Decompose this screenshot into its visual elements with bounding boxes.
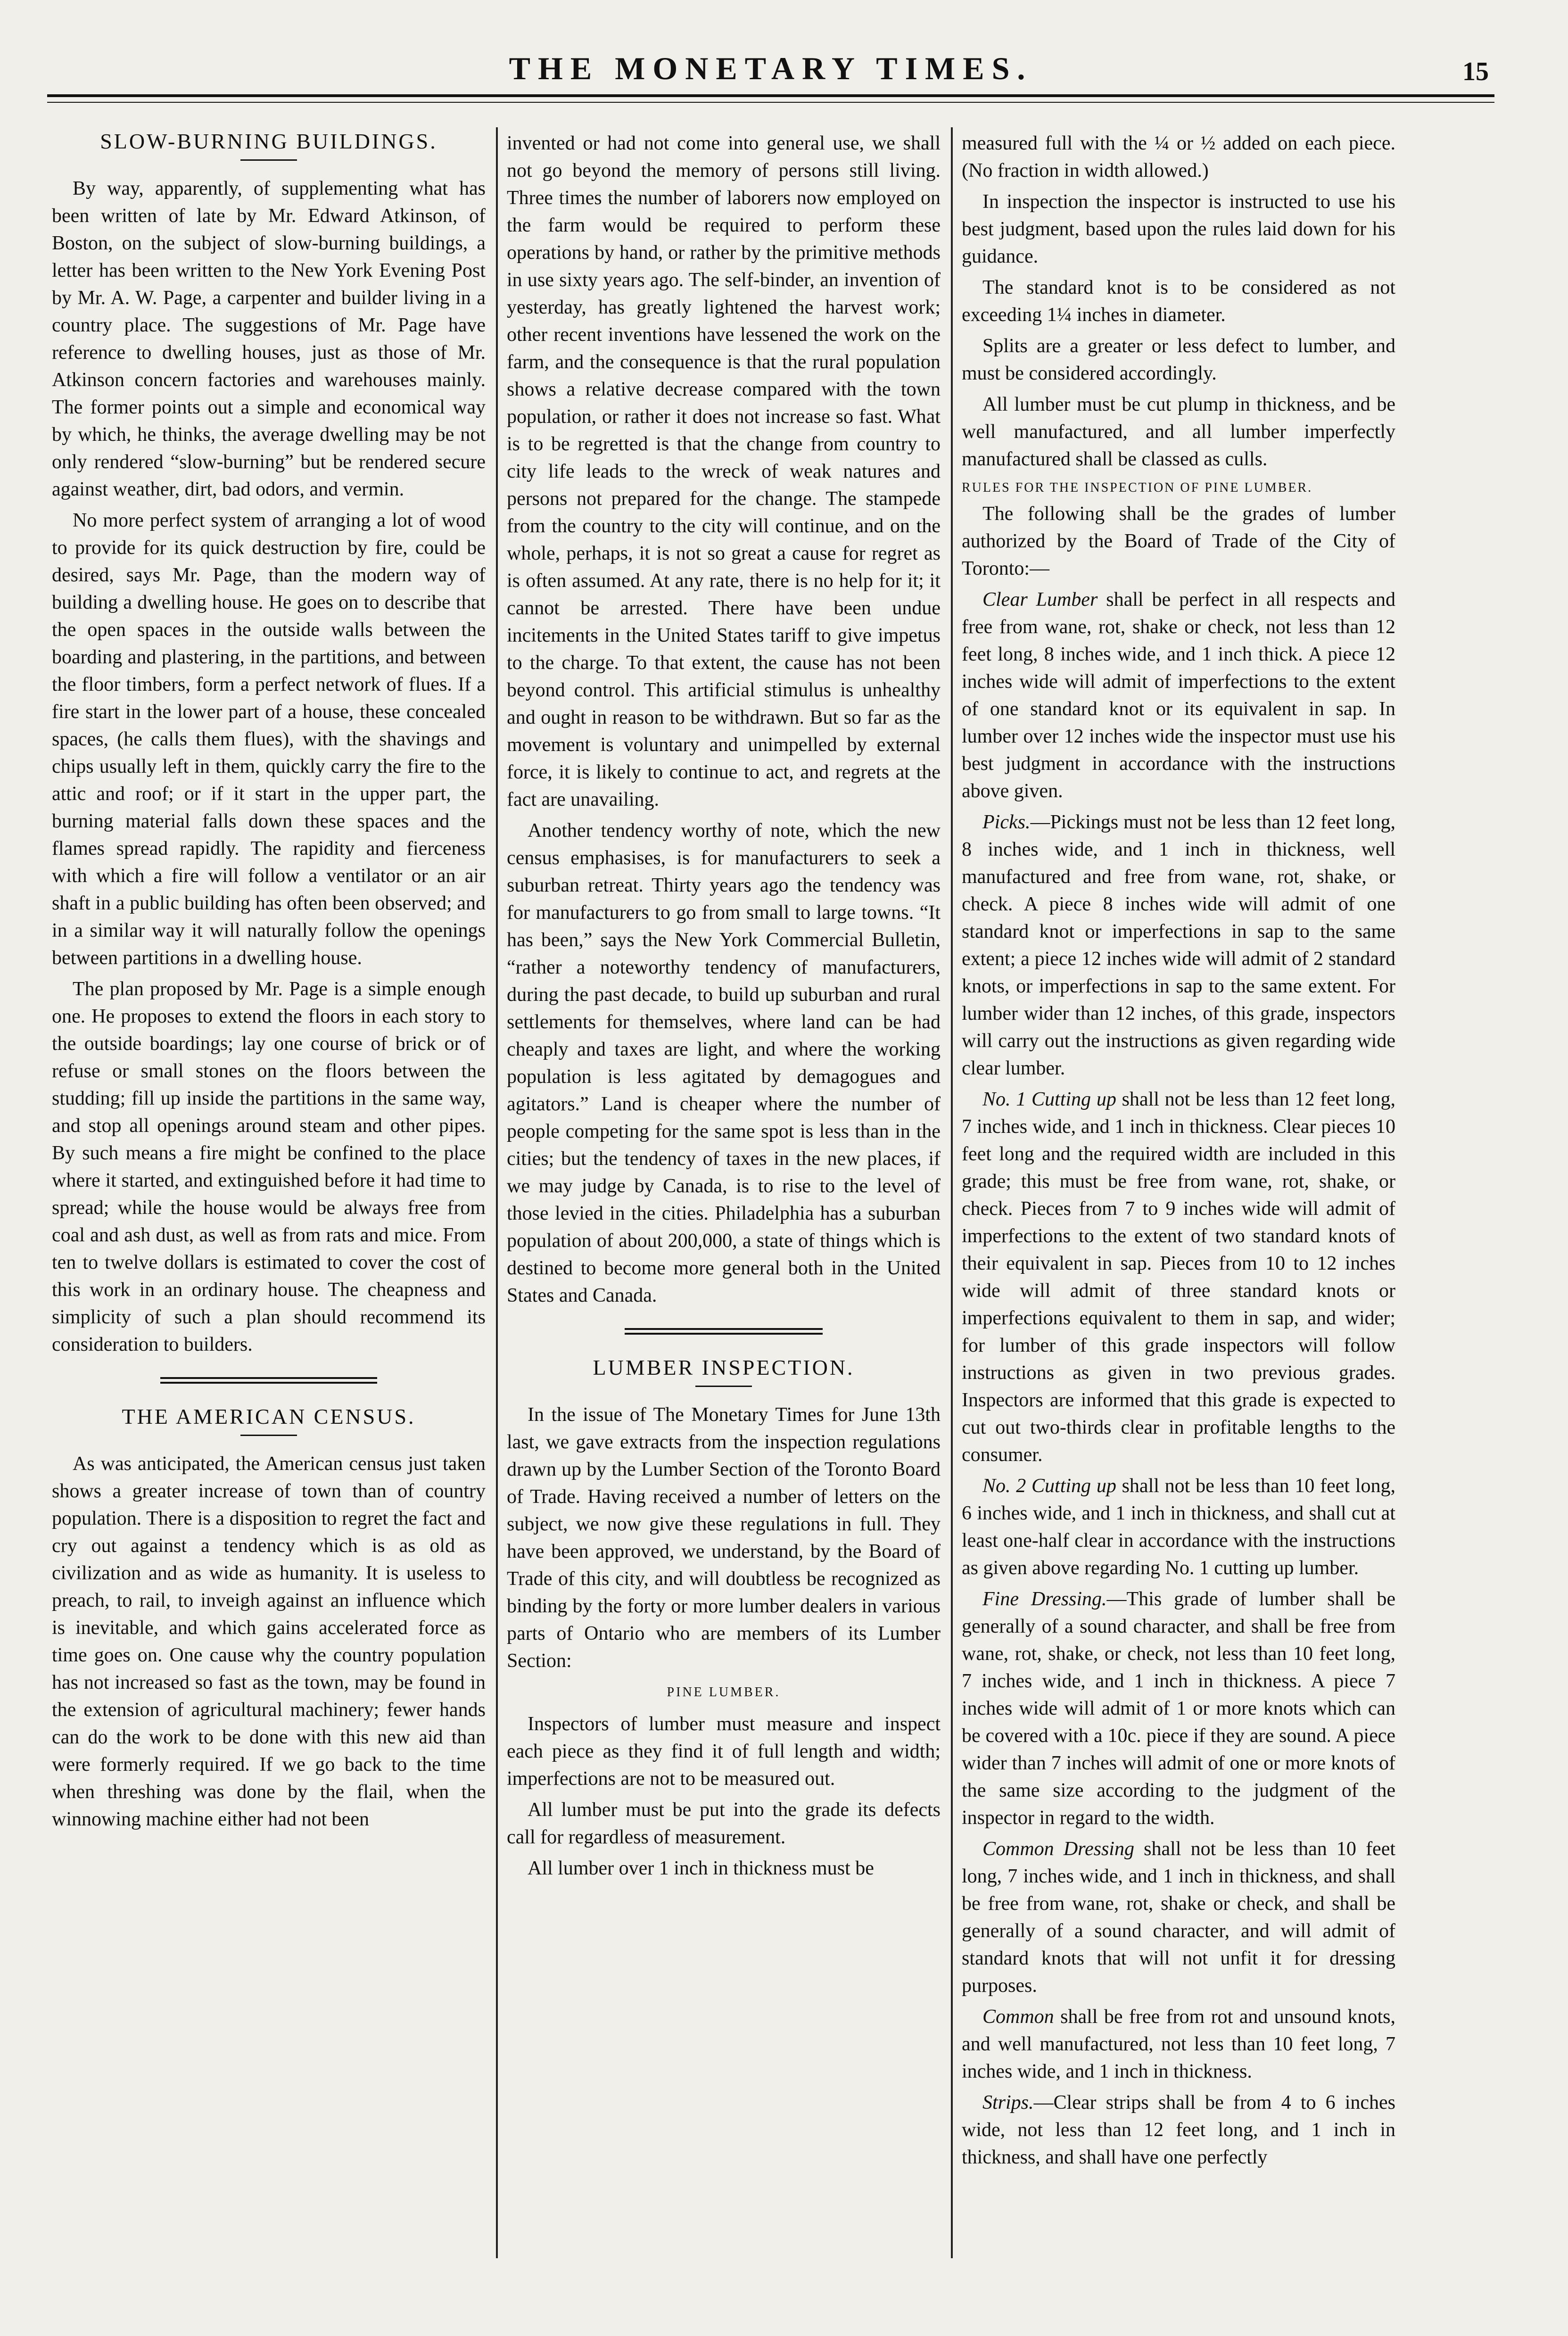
grade-text: —This grade of lumber shall be generally of a sound character, and shall be free from wane, rot, shake, or check, not less than 10 feet long, 7 inches wide, and 1 inch in thickness. A piece 7 inches wide will admit of 1 or more knots which can be covered with a 10c. piece if they are sound. A piece wider than 7 inches will admit of one or more knots of the same size according to the judgment of the inspector in regard to the width.	[962, 1588, 1395, 1829]
grade-paragraph	[962, 2089, 1395, 2171]
title-rule	[240, 159, 297, 161]
paragraph: No more perfect system of arranging a lot of wood to provide for its quick destruction by fire, could be desired, says Mr. Page, than the modern way of building a dwelling house. He goes on to describe that the open spaces in the outside walls between the boarding and plastering, in the partitions, and between the floor timbers, form a perfect network of flues. If a fire start in the lower part of a house, these concealed spaces, (he calls them flues), with the shavings and chips usually left in them, quickly carry the fire to the attic and roof; or if it start in the upper part, the burning material falls down these spaces and the flames spread rapidly. The rapidity and fierceness with which a fire will follow a ventilator or an air shaft in a public building has often been observed; and in a similar way it will naturally follow the openings between partitions in a dwelling house.	[52, 510, 486, 969]
paragraph: The standard knot is to be considered as not exceeding 1¼ inches in diameter.	[962, 277, 1395, 326]
paragraph: The plan proposed by Mr. Page is a simple enough one. He proposes to extend the floors in each story to the outside boardings; lay one course of brick or of refuse or small stones on the floors between the studding; fill up inside the partitions in the same way, and stop all openings around steam and other pipes. By such means a fire might be confined to the place where it started, and extinguished before it had time to spread; while the house would be always free from coal and ash dust, as well as from rats and mice. From ten to twelve dollars is estimated to cover the cost of this work in an ordinary house. The cheapness and simplicity of such a plan should recommend its consideration to builders.	[52, 978, 486, 1355]
grade-name: Fine Dressing.	[982, 1588, 1107, 1610]
subheading: PINE LUMBER.	[667, 1685, 781, 1700]
title-rule	[240, 1435, 297, 1436]
paragraph: As was anticipated, the American census just taken shows a greater increase of town than of country population. There is a disposition to regret the fact and cry out against a tendency which is as old as civilization and as wide as humanity. It is useless to preach, to rail, to inveigh against an influence which is inevitable, and which gains accelerated force as time goes on. One cause why the country population has not increased so fast as the town, may be found in the extension of agricultural machinery; fewer hands can do the work to be done with this new aid than were formerly required. If we go back to the time when threshing was done by the flail, when the winnowing machine either had not been	[52, 1453, 486, 1830]
grade-name: No. 1 Cutting up	[982, 1089, 1116, 1110]
column-1	[52, 127, 486, 2268]
title-rule	[695, 1386, 752, 1387]
column-divider	[951, 127, 953, 2258]
grade-text: shall not be less than 10 feet long, 6 inches wide, and 1 inch in thickness, and shall cut at least one-half clear in accordance with the instructions as given above regarding No. 1 cutting up lumber.	[962, 1475, 1395, 1579]
grade-text: shall be free from rot and unsound knots, and well manufactured, not less than 10 feet long, 7 inches wide, and 1 inch in thickness.	[962, 2006, 1395, 2082]
publication-title: THE MONETARY TIMES.	[509, 50, 1033, 86]
grade-name: Common Dressing	[982, 1838, 1134, 1860]
paragraph: Splits are a greater or less defect to lumber, and must be considered accordingly.	[962, 335, 1395, 384]
paragraph: The following shall be the grades of lumber authorized by the Board of Trade of the City of Toronto:—	[962, 503, 1395, 579]
column-3	[962, 130, 1395, 2270]
grade-paragraph	[962, 1472, 1395, 1582]
grade-paragraph	[962, 586, 1395, 805]
paragraph: In inspection the inspector is instructed to use his best judgment, based upon the rules laid down for his guidance.	[962, 191, 1395, 267]
grade-paragraph	[962, 2003, 1395, 2085]
grade-paragraph	[962, 1086, 1395, 1469]
grade-name: Picks.	[982, 811, 1031, 833]
subheading: RULES FOR THE INSPECTION OF PINE LUMBER.	[962, 480, 1313, 495]
page-number: 15	[1462, 57, 1489, 86]
masthead	[47, 47, 1494, 99]
paragraph: measured full with the ¼ or ½ added on each piece. (No fraction in width allowed.)	[962, 132, 1395, 182]
grade-text: shall not be less than 10 feet long, 7 inches wide, and 1 inch in thickness, and shall be free from wane, rot, shake or check, and shall be generally of a sound character, and will admit of standard knots that will not unfit it for dressing purposes.	[962, 1838, 1395, 1997]
section-divider	[160, 1377, 377, 1384]
article-title: THE AMERICAN CENSUS.	[122, 1404, 416, 1428]
paragraph: By way, apparently, of supplementing what has been written of late by Mr. Edward Atkinson, of Boston, on the subject of slow-burning buildings, a letter has been written to the New York Evening Post by Mr. A. W. Page, a carpenter and builder living in a country place. The suggestions of Mr. Page have reference to dwelling houses, just as those of Mr. Atkinson concern factories and warehouses mainly. The former points out a simple and economical way by which, he thinks, the average dwelling may be not only rendered “slow-burning” but be rendered secure against weather, dirt, bad odors, and vermin.	[52, 178, 486, 500]
paragraph: Another tendency worthy of note, which the new census emphasises, is for manufacturers to seek a suburban retreat. Thirty years ago the tendency was for manufacturers to go from small to large towns. “It has been,” says the New York Commercial Bulletin, “rather a noteworthy tendency of manufacturers, during the past decade, to build up suburban and rural settlements for themselves, where land can be had cheaply and taxes are light, and where the working population is less agitated by demagogues and agitators.” Land is cheaper where the number of people competing for the same spot is less than in the cities; but the tendency of taxes in the new places, if we may judge by Canada, is to rise to the level of those levied in the cities. Philadelphia has a suburban population of about 200,000, a state of things which is destined to become more general both in the United States and Canada.	[507, 820, 941, 1306]
article-title: LUMBER INSPECTION.	[593, 1355, 855, 1379]
grade-name: Clear Lumber	[982, 589, 1098, 611]
paragraph: Inspectors of lumber must measure and inspect each piece as they find it of full length and width; imperfections are not to be measured out.	[507, 1713, 941, 1790]
paragraph: invented or had not come into general use, we shall not go beyond the memory of persons still living. Three times the number of laborers now employed on the farm would be required to perform these operations by hand, or rather by the primitive methods in use sixty years ago. The self-binder, an invention of yesterday, has greatly lightened the harvest work; other recent inventions have lessened the work on the farm, and the consequence is that the rural population shows a relative decrease compared with the town population, or rather it does not increase so fast. What is to be regretted is that the change from country to city life leads to the wreck of weak natures and persons not prepared for the change. The stampede from the country to the city will continue, and on the whole, perhaps, it is not so great a cause for regret as is often assumed. At any rate, there is no help for it; it cannot be arrested. There have been undue incitements in the United States tariff to give impetus to the charge. To that extent, the cause has not been beyond control. This artificial stimulus is unhealthy and ought in reason to be withdrawn. But so far as the movement is voluntary and unimpelled by external force, it is likely to continue to act, and regrets at the fact are unavailing.	[507, 132, 941, 810]
grade-text: shall be perfect in all respects and free from wane, rot, shake or check, not less than 12 feet long, 8 inches wide, and 1 inch thick. A piece 12 inches wide will admit of imperfections to the extent of one standard knot or its equivalent in sap. In lumber over 12 inches wide the inspector must use his best judgment in accordance with the instructions above given.	[962, 589, 1395, 802]
grade-paragraph	[962, 1835, 1395, 1999]
grade-name: No. 2 Cutting up	[982, 1475, 1116, 1497]
paragraph: All lumber must be cut plump in thickness, and be well manufactured, and all lumber imperfectly manufactured shall be classed as culls.	[962, 394, 1395, 470]
grade-paragraph	[962, 809, 1395, 1082]
grade-paragraph	[962, 1585, 1395, 1832]
grade-text: —Pickings must not be less than 12 feet long, 8 inches wide, and 1 inch in thickness, well manufactured and free from wane, rot, shake, or check. A piece 8 inches wide will admit of one standard knot or imperfections in sap to the same extent; a piece 12 inches wide will admit of 2 standard knots, or imperfections in sap to the same extent. For lumber wider than 12 inches, of this grade, inspectors will carry out the instructions as given regarding wide clear lumber.	[962, 811, 1395, 1079]
grade-name: Common	[982, 2006, 1054, 2028]
column-divider	[496, 127, 498, 2258]
column-2	[507, 130, 941, 2270]
masthead-rule-thin	[47, 102, 1494, 103]
paragraph: All lumber over 1 inch in thickness must be	[528, 1857, 874, 1879]
article-title: SLOW-BURNING BUILDINGS.	[100, 129, 437, 153]
grade-text: —Clear strips shall be from 4 to 6 inches wide, not less than 12 feet long, and 1 inch in thickness, and shall have one perfectly	[962, 2092, 1395, 2168]
grade-text: shall not be less than 12 feet long, 7 inches wide, and 1 inch in thickness. Clear pieces 10 feet long and the required width are included in this grade; this must be free from wane, rot, shake, or check. Pieces from 7 to 9 inches wide will admit of imperfections to the extent of two standard knots of their equivalent in sap. Pieces from 10 to 12 inches wide will admit of three standard knots or imperfections equivalent to them in sap, and wider; for lumber of this grade inspectors will follow instructions as given in two previous grades. Inspectors are informed that this grade is expected to cut out two-thirds clear in profitable lengths to the consumer.	[962, 1089, 1395, 1466]
masthead-rule	[47, 94, 1494, 97]
section-divider	[625, 1328, 823, 1335]
paragraph: All lumber must be put into the grade its defects call for regardless of measurement.	[507, 1799, 941, 1848]
paragraph: In the issue of The Monetary Times for June 13th last, we gave extracts from the inspection regulations drawn up by the Lumber Section of the Toronto Board of Trade. Having received a number of letters on the subject, we now give these regulations in full. They have been approved, we understand, by the Board of Trade of this city, and will doubtless be recognized as binding by the forty or more lumber dealers in various parts of Ontario who are members of its Lumber Section:	[507, 1404, 941, 1672]
grade-name: Strips.	[982, 2092, 1034, 2113]
